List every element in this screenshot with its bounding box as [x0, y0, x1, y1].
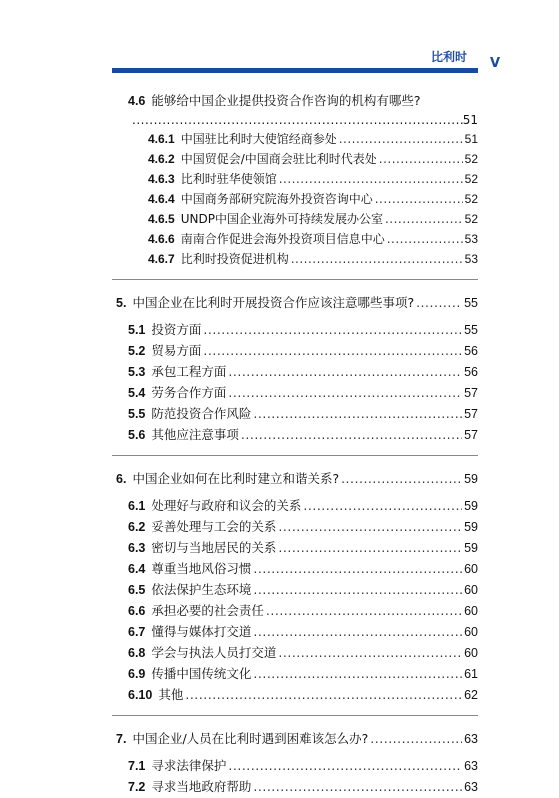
dot-leader [279, 169, 463, 189]
toc-entry[interactable] [112, 129, 478, 149]
dot-leader [253, 403, 462, 424]
toc-entry-title: 妥善处理与工会的关系 [151, 519, 277, 534]
toc-entry-title: UNDP中国企业海外可持续发展办公室 [180, 212, 383, 226]
toc-entry[interactable] [112, 516, 478, 537]
toc-entry[interactable] [112, 600, 478, 621]
toc-entry-title: 承包工程方面 [151, 364, 227, 379]
toc-entry[interactable] [112, 361, 478, 382]
toc-entry-title: 比利时驻华使领馆 [180, 172, 277, 186]
dot-leader [228, 361, 462, 382]
toc-entry[interactable] [112, 209, 478, 229]
toc-entry-title: 防范投资合作风险 [151, 406, 252, 421]
toc-entry-title: 中国贸促会/中国商会驻比利时代表处 [180, 152, 377, 166]
toc-entry-title: 懂得与媒体打交道 [151, 624, 252, 639]
toc-entry-title: 中国企业/人员在比利时遇到困难该怎么办? [132, 731, 369, 746]
toc-entry-title: 寻求当地政府帮助 [151, 779, 252, 794]
toc-entry-number: 5.2 [128, 344, 146, 358]
toc-entry-title: 尊重当地风俗习惯 [151, 561, 252, 576]
dot-leader [370, 728, 462, 749]
header-rule [112, 68, 478, 73]
dot-leader [253, 776, 462, 797]
toc-entry-title: 能够给中国企业提供投资合作咨询的机构有哪些? [151, 93, 421, 108]
toc-entry-number: 6.6 [128, 604, 146, 618]
toc-entry[interactable] [112, 319, 478, 340]
dot-leader [253, 558, 462, 579]
toc-entry-page: 60 [464, 583, 478, 597]
toc-entry-number: 6.5 [128, 583, 146, 597]
toc-entry[interactable] [112, 776, 478, 797]
toc-entry[interactable] [112, 424, 478, 445]
dot-leader [416, 292, 462, 313]
toc-entry-page: 57 [464, 386, 478, 400]
toc-entry[interactable] [112, 537, 478, 558]
toc-chapter-6[interactable] [112, 468, 478, 489]
toc-entry-page: 52 [464, 212, 478, 226]
toc-entry-title: 贸易方面 [151, 343, 202, 358]
toc-entry-title: 南南合作促进会海外投资项目信息中心 [180, 232, 385, 246]
toc-entry-number: 4.6 [128, 94, 146, 108]
toc-entry-page: 57 [464, 428, 478, 442]
section-divider [112, 455, 478, 456]
toc-entry-number: 5.6 [128, 428, 146, 442]
dot-leader [241, 424, 462, 445]
toc-entry-title: 依法保护生态环境 [151, 582, 252, 597]
toc-entry-number: 7.1 [128, 759, 146, 773]
toc-entry-number: 6. [116, 472, 127, 486]
toc-entry-page: 59 [464, 520, 478, 534]
toc-entry-page: 52 [464, 172, 478, 186]
toc-entry-title: 承担必要的社会责任 [151, 603, 264, 618]
toc-entry-page: 51 [464, 132, 478, 146]
toc-chapter-5[interactable] [112, 292, 478, 313]
toc-entry[interactable] [112, 621, 478, 642]
dot-leader [253, 663, 462, 684]
dot-leader [341, 468, 462, 489]
toc-entry-number: 4.6.5 [148, 212, 175, 226]
toc-entry-4-6-continuation [112, 111, 478, 129]
toc-entry-page: 63 [464, 759, 478, 773]
toc-entry[interactable] [112, 642, 478, 663]
dot-leader [303, 495, 462, 516]
toc-entry-number: 5.5 [128, 407, 146, 421]
toc-entry-number: 4.6.1 [148, 132, 175, 146]
toc-entry-title: 密切与当地居民的关系 [151, 540, 277, 555]
toc-entry-number: 6.1 [128, 499, 146, 513]
toc-entry-number: 7. [116, 732, 127, 746]
toc-entry-page: 59 [464, 541, 478, 555]
toc-entry-number: 6.4 [128, 562, 146, 576]
toc-entry[interactable] [112, 684, 478, 705]
toc-entry-number: 6.10 [128, 688, 153, 702]
toc-entry-title: 劳务合作方面 [151, 385, 227, 400]
toc-entry-page: 53 [464, 232, 478, 246]
toc-entry-page: 60 [464, 562, 478, 576]
dot-leader [339, 129, 463, 149]
toc-entry-number: 5.4 [128, 386, 146, 400]
toc-entry-number: 6.8 [128, 646, 146, 660]
toc-entry-page: 53 [464, 252, 478, 266]
toc-entry-page: 60 [464, 625, 478, 639]
toc-entry-page: 62 [464, 688, 478, 702]
toc-entry-page: 59 [464, 472, 478, 486]
toc-entry-number: 6.7 [128, 625, 146, 639]
dot-leader [132, 111, 463, 129]
dot-leader [385, 209, 463, 229]
toc-entry[interactable] [112, 249, 478, 269]
toc-entry-page: 59 [464, 499, 478, 513]
page-number: V [490, 56, 501, 71]
dot-leader [379, 149, 463, 169]
toc-entry-number: 5.3 [128, 365, 146, 379]
section-divider [112, 715, 478, 716]
toc-entry-title: 中国企业在比利时开展投资合作应该注意哪些事项? [132, 295, 415, 310]
toc-entry-number: 6.9 [128, 667, 146, 681]
dot-leader [291, 249, 463, 269]
toc-entry[interactable] [112, 755, 478, 776]
toc-entry-page: 60 [464, 646, 478, 660]
toc-entry-number: 4.6.3 [148, 172, 175, 186]
toc-entry-page: 55 [464, 296, 478, 310]
dot-leader [228, 382, 462, 403]
toc-entry-number: 7.2 [128, 780, 146, 794]
toc-entry-number: 5. [116, 296, 127, 310]
toc-entry[interactable] [112, 382, 478, 403]
toc-entry-page: 52 [464, 152, 478, 166]
toc-entry-title: 投资方面 [151, 322, 202, 337]
toc-entry-title: 处理好与政府和议会的关系 [151, 498, 302, 513]
section-divider [112, 279, 478, 280]
toc-entry-number: 4.6.2 [148, 152, 175, 166]
toc-entry[interactable] [112, 189, 478, 209]
toc-entry[interactable] [112, 169, 478, 189]
toc-chapter-7[interactable] [112, 728, 478, 749]
toc-entry[interactable] [112, 558, 478, 579]
toc-entry-page: 57 [464, 407, 478, 421]
dot-leader [278, 516, 462, 537]
toc-entry-page: 63 [464, 780, 478, 794]
dot-leader [228, 755, 462, 776]
toc-entry-title: 其他 [158, 687, 184, 702]
toc-entry[interactable] [112, 495, 478, 516]
toc-entry-title: 寻求法律保护 [151, 758, 227, 773]
toc-entry[interactable] [112, 229, 478, 249]
toc-entry-page: 52 [464, 192, 478, 206]
toc-entry[interactable] [112, 403, 478, 424]
toc-entry-title: 其他应注意事项 [151, 427, 239, 442]
toc-entry-title: 学会与执法人员打交道 [151, 645, 277, 660]
toc-entry-page: 56 [464, 365, 478, 379]
toc-entry-number: 4.6.7 [148, 252, 175, 266]
toc-entry-page: 60 [464, 604, 478, 618]
toc-entry-page: 51 [462, 113, 478, 127]
toc-entry[interactable] [112, 579, 478, 600]
dot-leader [253, 621, 462, 642]
toc-entry-4-6[interactable] [112, 90, 478, 111]
toc-entry-number: 4.6.6 [148, 232, 175, 246]
toc-entry-number: 6.3 [128, 541, 146, 555]
toc-entry[interactable] [112, 340, 478, 361]
toc-entry-title: 传播中国传统文化 [151, 666, 252, 681]
toc-entry-title: 中国驻比利时大使馆经商参处 [180, 132, 337, 146]
table-of-contents [112, 90, 478, 797]
toc-entry-title: 中国商务部研究院海外投资咨询中心 [180, 192, 373, 206]
toc-entry[interactable] [112, 149, 478, 169]
dot-leader [278, 642, 462, 663]
dot-leader [387, 229, 463, 249]
dot-leader [253, 579, 462, 600]
dot-leader [203, 340, 462, 361]
dot-leader [266, 600, 462, 621]
toc-entry-title: 比利时投资促进机构 [180, 252, 289, 266]
toc-entry-number: 6.2 [128, 520, 146, 534]
dot-leader [278, 537, 462, 558]
toc-entry-number: 4.6.4 [148, 192, 175, 206]
toc-entry-number: 5.1 [128, 323, 146, 337]
toc-entry-title: 中国企业如何在比利时建立和谐关系? [132, 471, 340, 486]
toc-entry-page: 61 [464, 667, 478, 681]
dot-leader [185, 684, 462, 705]
toc-entry-page: 55 [464, 323, 478, 337]
toc-entry[interactable] [112, 663, 478, 684]
toc-entry-page: 63 [464, 732, 478, 746]
dot-leader [375, 189, 463, 209]
dot-leader [203, 319, 462, 340]
running-header-title: 比利时 [430, 50, 467, 64]
toc-entry-page: 56 [464, 344, 478, 358]
